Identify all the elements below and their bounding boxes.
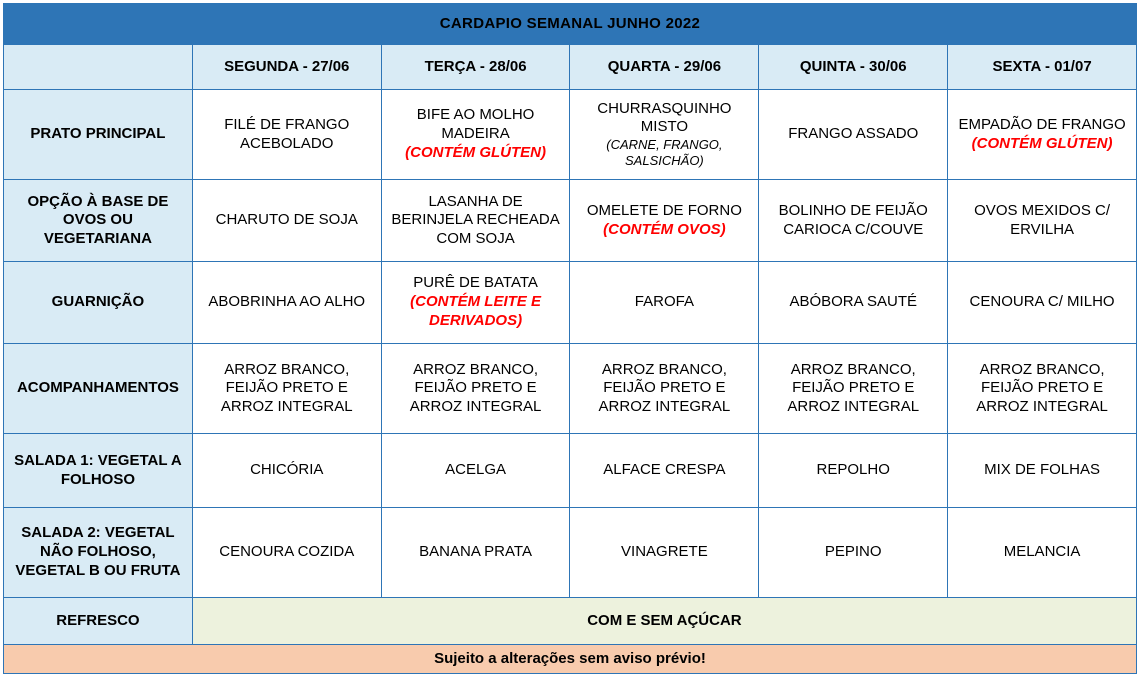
cell-salada2-terca: [381, 507, 570, 597]
cell-prato-principal-segunda: [192, 90, 381, 180]
row-label-salada-2: SALADA 2: VEGETAL NÃO FOLHOSO, VEGETAL B OU FRUTA: [4, 507, 193, 597]
cell-text: OVOS MEXIDOS C/ ERVILHA: [974, 201, 1110, 238]
table-row: [4, 434, 1137, 508]
allergen-warning: (CONTÉM OVOS): [603, 220, 726, 238]
cell-acompanhamentos-terca: [381, 344, 570, 434]
cell-text: CHURRASQUINHO MISTO: [597, 99, 732, 136]
cell-text: FAROFA: [634, 293, 694, 311]
cell-subtext: (CARNE, FRANGO, SALSICHÃO): [606, 137, 723, 169]
cell-text: LASANHA DE BERINJELA RECHEADA COM SOJA: [391, 192, 560, 248]
day-header-quarta: QUARTA - 29/06: [570, 44, 759, 89]
cell-text: OMELETE DE FORNO: [586, 201, 742, 219]
cell-text: EMPADÃO DE FRANGO: [958, 115, 1126, 133]
cell-salada1-quinta: [759, 434, 948, 508]
cell-acompanhamentos-sexta: [948, 344, 1137, 434]
cell-text: ACELGA: [445, 461, 506, 479]
cell-opcao-ovos-quinta: [759, 180, 948, 262]
cell-opcao-ovos-segunda: [192, 180, 381, 262]
table-row: [4, 344, 1137, 434]
cell-text: FILÉ DE FRANGO ACEBOLADO: [224, 115, 350, 152]
cell-text: ALFACE CRESPA: [603, 461, 726, 479]
cell-text: ARROZ BRANCO, FEIJÃO PRETO E ARROZ INTEGRAL: [976, 360, 1108, 416]
row-label-acompanhamentos: ACOMPANHAMENTOS: [4, 344, 193, 434]
cell-text: CHICÓRIA: [250, 461, 324, 479]
cell-salada2-quinta: [759, 507, 948, 597]
cell-text: CENOURA COZIDA: [219, 543, 355, 561]
cell-salada2-segunda: [192, 507, 381, 597]
cell-guarnicao-terca: [381, 262, 570, 344]
cell-text: MIX DE FOLHAS: [984, 461, 1100, 479]
cell-guarnicao-quarta: [570, 262, 759, 344]
cell-text: CHARUTO DE SOJA: [215, 211, 358, 229]
cell-text: ARROZ BRANCO, FEIJÃO PRETO E ARROZ INTEGRAL: [220, 360, 353, 416]
cell-text: ARROZ BRANCO, FEIJÃO PRETO E ARROZ INTEGRAL: [598, 360, 731, 416]
cell-opcao-ovos-sexta: [948, 180, 1137, 262]
cell-guarnicao-sexta: [948, 262, 1137, 344]
row-label-salada-1: SALADA 1: VEGETAL A FOLHOSO: [4, 434, 193, 508]
cell-opcao-ovos-quarta: [570, 180, 759, 262]
cell-guarnicao-segunda: [192, 262, 381, 344]
allergen-warning: (CONTÉM GLÚTEN): [971, 134, 1113, 152]
cell-text: REPOLHO: [816, 461, 890, 479]
header-row: [4, 44, 1137, 89]
cell-text: PURÊ DE BATATA: [413, 274, 538, 292]
cell-prato-principal-terca: [381, 90, 570, 180]
cell-acompanhamentos-quinta: [759, 344, 948, 434]
cell-prato-principal-quinta: [759, 90, 948, 180]
weekly-menu-table: [3, 3, 1137, 674]
header-corner: [4, 44, 193, 89]
row-label-prato-principal: PRATO PRINCIPAL: [4, 90, 193, 180]
cell-text: FRANGO ASSADO: [788, 125, 919, 143]
cell-text: BOLINHO DE FEIJÃO CARIOCA C/COUVE: [778, 201, 928, 238]
row-label-refresco: REFRESCO: [4, 598, 193, 645]
day-header-quinta: QUINTA - 30/06: [759, 44, 948, 89]
day-header-segunda: SEGUNDA - 27/06: [192, 44, 381, 89]
table-row: [4, 507, 1137, 597]
cell-acompanhamentos-segunda: [192, 344, 381, 434]
cell-prato-principal-quarta: [570, 90, 759, 180]
cell-text: MELANCIA: [1003, 543, 1081, 561]
cell-salada2-sexta: [948, 507, 1137, 597]
day-header-sexta: SEXTA - 01/07: [948, 44, 1137, 89]
table-row: [4, 90, 1137, 180]
row-label-opcao-ovos-vegetariana: OPÇÃO À BASE DE OVOS OU VEGETARIANA: [4, 180, 193, 262]
cell-refresco-week: COM E SEM AÇÚCAR: [192, 598, 1136, 645]
allergen-warning: (CONTÉM GLÚTEN): [405, 143, 546, 161]
table-row: [4, 598, 1137, 645]
cell-salada1-terca: [381, 434, 570, 508]
cell-salada2-quarta: [570, 507, 759, 597]
title-row: [4, 4, 1137, 45]
cell-salada1-segunda: [192, 434, 381, 508]
cell-text: PEPINO: [824, 543, 882, 561]
cell-text: ABOBRINHA AO ALHO: [208, 293, 366, 311]
table-row: [4, 180, 1137, 262]
page-title: CARDAPIO SEMANAL JUNHO 2022: [4, 4, 1137, 45]
cell-prato-principal-sexta: [948, 90, 1137, 180]
day-header-terca: TERÇA - 28/06: [381, 44, 570, 89]
cell-text: CENOURA C/ MILHO: [969, 293, 1115, 311]
cell-text: ARROZ BRANCO, FEIJÃO PRETO E ARROZ INTEGRAL: [409, 360, 542, 416]
footer-row: [4, 645, 1137, 674]
cell-text: BIFE AO MOLHO MADEIRA: [416, 106, 535, 143]
cell-salada1-sexta: [948, 434, 1137, 508]
cell-text: ABÓBORA SAUTÉ: [789, 293, 917, 311]
row-label-guarnicao: GUARNIÇÃO: [4, 262, 193, 344]
cell-acompanhamentos-quarta: [570, 344, 759, 434]
cell-text: BANANA PRATA: [419, 543, 532, 561]
cell-guarnicao-quinta: [759, 262, 948, 344]
footer-note: Sujeito a alterações sem aviso prévio!: [4, 645, 1137, 674]
allergen-warning: (CONTÉM LEITE E DERIVADOS): [410, 293, 541, 329]
cell-text: ARROZ BRANCO, FEIJÃO PRETO E ARROZ INTEGRAL: [787, 360, 920, 416]
cell-opcao-ovos-terca: [381, 180, 570, 262]
cell-text: VINAGRETE: [621, 543, 708, 561]
table-row: [4, 262, 1137, 344]
cell-salada1-quarta: [570, 434, 759, 508]
